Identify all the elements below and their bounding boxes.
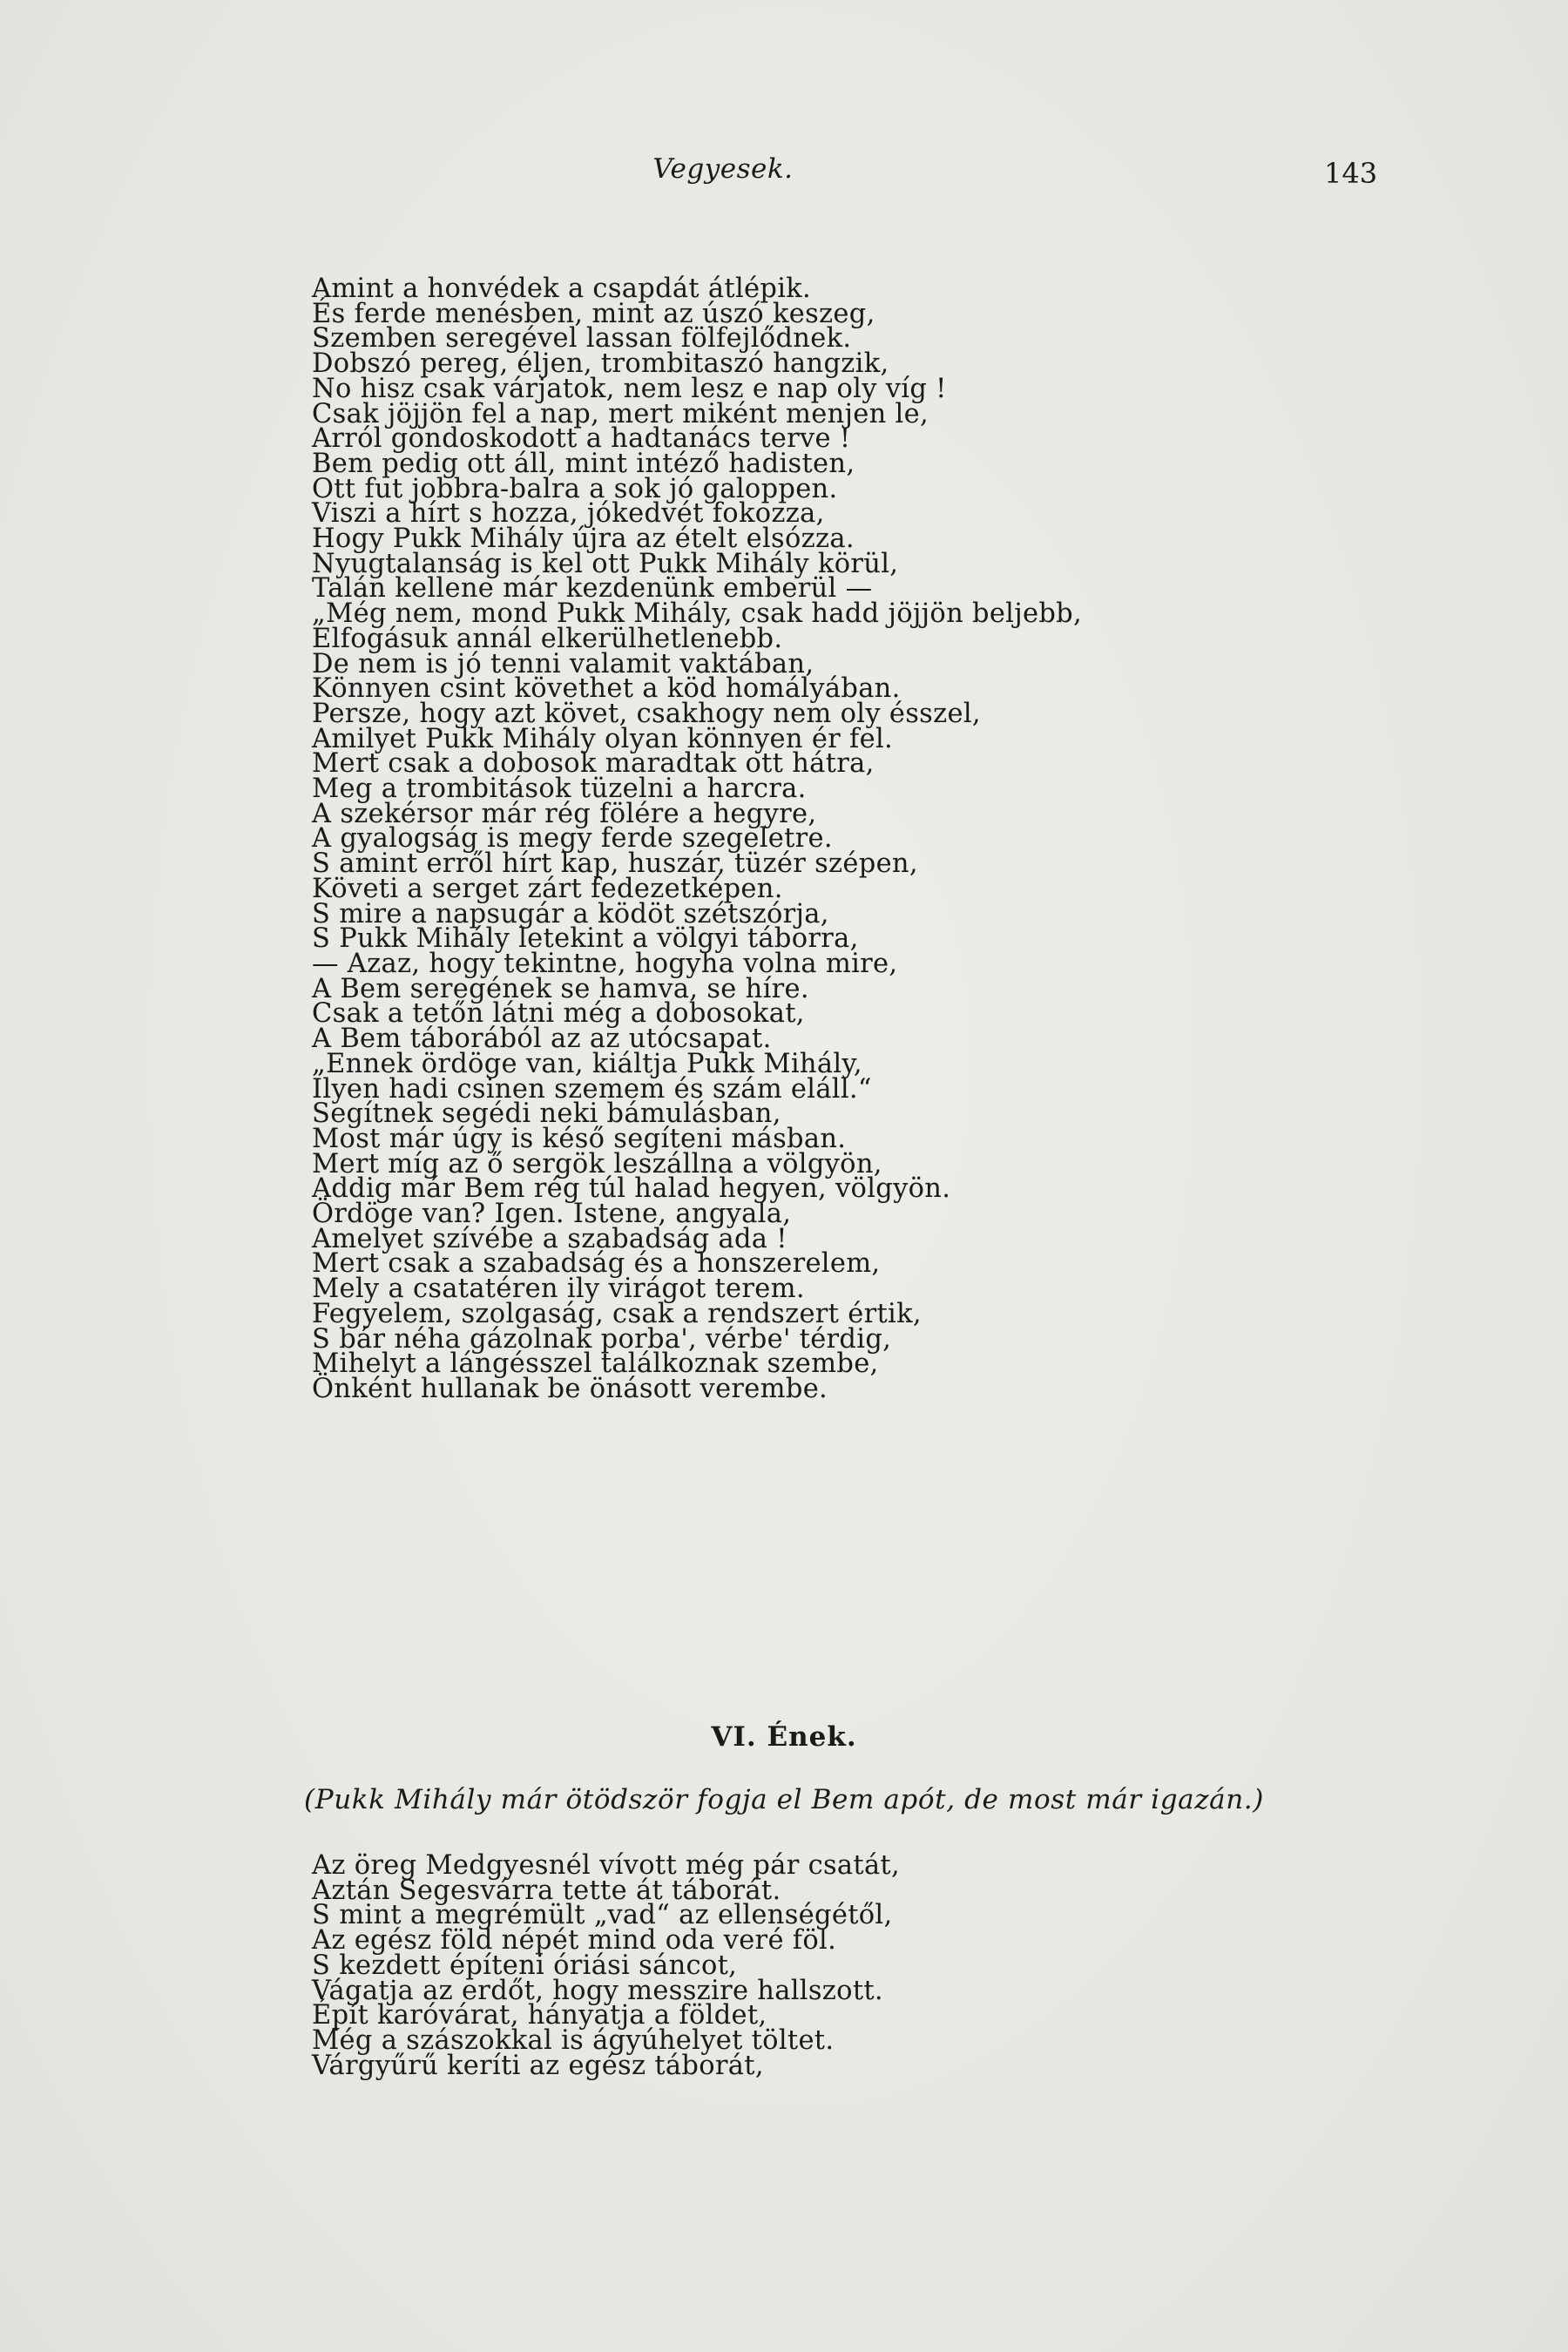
poem-line: De nem is jó tenni valamit vaktában, xyxy=(312,648,814,679)
poem-line: Ott fut jobbra-balra a sok jó galoppen. xyxy=(312,473,838,504)
poem-line: No hisz csak várjatok, nem lesz e nap oly víg ! xyxy=(312,373,947,404)
poem-stanza-2 xyxy=(312,1850,900,2081)
running-head xyxy=(0,153,1568,188)
poem-line: S mint a megrémült „vad“ az ellenségétől, xyxy=(312,1900,893,1931)
poem-line: „Ennek ördöge van, kiáltja Pukk Mihály, xyxy=(312,1048,862,1079)
poem-line: Mely a csatatéren ily virágot terem. xyxy=(312,1274,805,1305)
poem-line: Talán kellene már kezdenünk emberül — xyxy=(312,573,873,605)
song-heading: VI. Ének. xyxy=(711,1721,857,1753)
poem-line: Amint a honvédek a csapdát átlépik. xyxy=(312,274,812,304)
poem-line: Mihelyt a lángésszel találkoznak szembe, xyxy=(312,1348,879,1380)
poem-line: Szemben seregével lassan fölfejlődnek. xyxy=(312,323,852,355)
poem-line: S kezdett építeni óriási sáncot, xyxy=(312,1950,738,1981)
poem-line: Hogy Pukk Mihály újra az ételt elsózza. xyxy=(312,524,855,555)
running-title: Vegyesek. xyxy=(652,153,794,185)
poem-line: S amint erről hírt kap, huszár, tüzér szépen, xyxy=(312,848,918,880)
poem-line: Várgyűrű keríti az egész táborát, xyxy=(312,2050,764,2081)
poem-line: Önként hullanak be önásott verembe. xyxy=(312,1373,828,1404)
poem-line: Mert míg az ő sergök leszállna a völgyön, xyxy=(312,1148,882,1179)
poem-line: Elfogásuk annál elkerülhetlenebb. xyxy=(312,623,783,654)
poem-line: S bár néha gázolnak porba', vérbe' térdig, xyxy=(312,1323,892,1355)
poem-line: Csak a tetőn látni még a dobosokat, xyxy=(312,998,805,1030)
poem-line: Csak jöjjön fel a nap, mert miként menjen le, xyxy=(312,398,929,429)
poem-line: Vágatja az erdőt, hogy messzire hallszott. xyxy=(312,1975,883,2006)
poem-line: Ördöge van? Igen. Istene, angyala, xyxy=(312,1199,792,1230)
poem-line: Dobszó pereg, éljen, trombitaszó hangzik, xyxy=(312,348,889,380)
poem-line: Fegyelem, szolgaság, csak a rendszert értik, xyxy=(312,1298,922,1329)
poem-line: A szekérsor már rég fölére a hegyre, xyxy=(312,798,817,829)
poem-line: Az öreg Medgyesnél vívott még pár csatát, xyxy=(312,1850,900,1881)
poem-line: Bem pedig ott áll, mint intéző hadisten, xyxy=(312,448,855,479)
poem-line: Viszi a hírt s hozza, jókedvét fokozza, xyxy=(312,498,825,530)
poem-line: Épít karóvárat, hányatja a földet, xyxy=(312,2000,767,2031)
page-number: 143 xyxy=(1324,157,1378,190)
poem-line: Az egész föld népét mind oda veré föl. xyxy=(312,1925,837,1957)
poem-line: Könnyen csint követhet a köd homályában. xyxy=(312,673,901,705)
poem-line: Most már úgy is késő segíteni másban. xyxy=(312,1123,847,1154)
poem-line: Mert csak a dobosok maradtak ott hátra, xyxy=(312,748,875,780)
poem-line: Még a szászokkal is ágyúhelyet töltet. xyxy=(312,2024,835,2056)
poem-line: Nyugtalanság is kel ott Pukk Mihály körül, xyxy=(312,548,899,579)
poem-stanza-1 xyxy=(312,274,1082,1404)
poem-line: Követi a serget zárt fedezetképen. xyxy=(312,873,783,904)
poem-line: Aztán Segesvárra tette át táborát. xyxy=(312,1875,781,1906)
poem-line: A Bem táborából az az utócsapat. xyxy=(312,1024,772,1055)
poem-line: Persze, hogy azt követ, csakhogy nem oly ésszel, xyxy=(312,698,981,729)
song-subtitle: (Pukk Mihály már ötödször fogja el Bem apót, de most már igazán.) xyxy=(304,1784,1264,1815)
poem-line: S Pukk Mihály letekint a völgyi táborra, xyxy=(312,923,859,955)
poem-line: A gyalogság is megy ferde szegeletre. xyxy=(312,823,833,855)
poem-line: Segítnek segédi neki bámulásban, xyxy=(312,1098,781,1130)
poem-line: Addig már Bem rég túl halad hegyen, völgyön. xyxy=(312,1173,951,1205)
poem-line: A Bem seregének se hamva, se híre. xyxy=(312,973,809,1004)
poem-line: Meg a trombitások tüzelni a harcra. xyxy=(312,774,807,805)
poem-line: — Azaz, hogy tekintne, hogyha volna mire, xyxy=(312,948,898,979)
poem-line: Arról gondoskodott a hadtanács terve ! xyxy=(312,423,851,455)
poem-line: Mert csak a szabadság és a honszerelem, xyxy=(312,1248,881,1280)
poem-line: „Még nem, mond Pukk Mihály, csak hadd jöjjön beljebb, xyxy=(312,598,1082,630)
poem-line: Amilyet Pukk Mihály olyan könnyen ér fel. xyxy=(312,723,894,754)
poem-line: Ilyen hadi csinen szemem és szám eláll.“ xyxy=(312,1073,872,1105)
poem-line: Amelyet szívébe a szabadság ada ! xyxy=(312,1223,787,1254)
poem-line: S mire a napsugár a ködöt szétszórja, xyxy=(312,898,829,929)
poem-line: És ferde menésben, mint az úszó keszeg, xyxy=(312,298,875,329)
